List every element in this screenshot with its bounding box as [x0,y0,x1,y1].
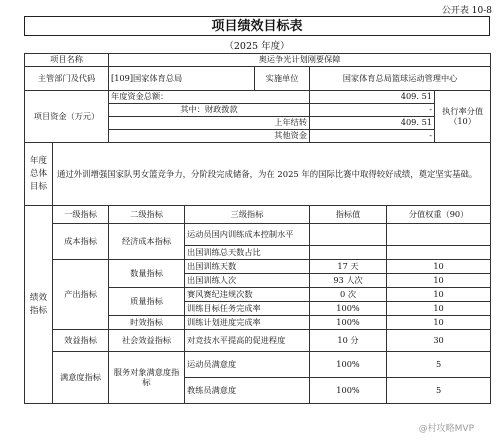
watermark: @村攻略MVP [418,424,474,434]
task-l3: 训练目标任务完成率 [185,302,310,316]
header-value: 指标值 [310,206,387,224]
page-title: 项目绩效目标表 [24,16,490,36]
output-level1: 产出指标 [53,260,109,330]
plan-l3: 训练计划进度完成率 [185,316,310,330]
cost-level2: 经济成本指标 [109,224,185,260]
header-level2: 二级指标 [109,206,185,224]
project-name-value: 奥运争光计划刚要保障 [109,54,491,67]
table-row [25,352,491,378]
cost-l3-1: 运动员国内训练成本控制水平 [185,224,310,246]
exec-rate-label: 执行率分值（10） [435,91,491,143]
fiscal-year: （2025 年度） [224,41,290,52]
cost-w-1 [387,224,491,246]
plan-weight: 10 [387,316,491,330]
people-l3: 出国训练人次 [185,274,310,288]
table-row [25,224,491,246]
time-level2: 时效指标 [109,316,185,330]
funds-carry-value: 409. 51 [310,117,435,130]
public-table-number: 公开表 10-8 [441,6,492,16]
coach-value: 100% [310,378,387,404]
funds-total-label: 年度资金总额： [109,91,310,104]
cost-w-2 [387,246,491,260]
indicators-section-label: 绩效指标 [25,206,53,404]
athlete-l3: 运动员满意度 [185,352,310,378]
cost-val-2 [310,246,387,260]
days-value: 17 天 [310,260,387,274]
quantity-level2: 数量指标 [109,260,185,288]
table-row [25,67,491,91]
annual-goal-text: 通过外训增强国家队男女篮竞争力，分阶段完成储备，为在 2025 年的国际比赛中取得较好成绩，奠定坚实基础。 [53,143,491,206]
annual-goal-label: 年度总体目标 [25,143,53,206]
violation-weight: 10 [387,288,491,302]
satisfaction-level1: 满意度指标 [53,352,109,404]
people-weight: 10 [387,274,491,288]
cost-l3-2: 出国训练总天数占比 [185,246,310,260]
funds-total-value: 409. 51 [310,91,435,104]
people-value: 93 人次 [310,274,387,288]
violation-l3: 赛风赛纪违规次数 [185,288,310,302]
funds-label: 项目资金（万元） [25,91,109,143]
benefit-l3: 对竞技水平提高的促进程度 [185,330,310,352]
performance-goal-table [24,53,491,404]
dept-value: [109]国家体育总局 [109,67,255,91]
benefit-level2: 社会效益指标 [109,330,185,352]
cost-val-1 [310,224,387,246]
days-l3: 出国训练天数 [185,260,310,274]
header-weight: 分值权重（90） [387,206,491,224]
coach-weight: 5 [387,378,491,404]
plan-value: 100% [310,316,387,330]
benefit-value: 10 分 [310,330,387,352]
project-name-label: 项目名称 [25,54,109,67]
coach-l3: 教练员满意度 [185,378,310,404]
unit-label: 实施单位 [255,67,310,91]
violation-value: 0 次 [310,288,387,302]
cost-level1: 成本指标 [53,224,109,260]
table-row [25,260,491,274]
athlete-weight: 5 [387,352,491,378]
days-weight: 10 [387,260,491,274]
unit-value: 国家体育总局篮球运动管理中心 [310,67,491,91]
header-level1: 一级指标 [53,206,109,224]
funds-fiscal-value: - [310,104,435,117]
funds-other-value: - [310,130,435,143]
table-row [25,143,491,206]
benefit-weight: 30 [387,330,491,352]
funds-carry-label: 上年结转 [109,117,310,130]
table-row [25,330,491,352]
funds-other-label: 其他资金 [109,130,310,143]
dept-label: 主管部门及代码 [25,67,109,91]
header-level3: 三级指标 [185,206,310,224]
funds-fiscal-label: 其中：财政拨款 [109,104,310,117]
task-weight: 10 [387,302,491,316]
table-row [25,91,491,104]
athlete-value: 100% [310,352,387,378]
table-row [25,206,491,224]
benefit-level1: 效益指标 [53,330,109,352]
satisfaction-level2: 服务对象满意度指标 [109,352,185,404]
quality-level2: 质量指标 [109,288,185,316]
table-row [25,54,491,67]
task-value: 100% [310,302,387,316]
